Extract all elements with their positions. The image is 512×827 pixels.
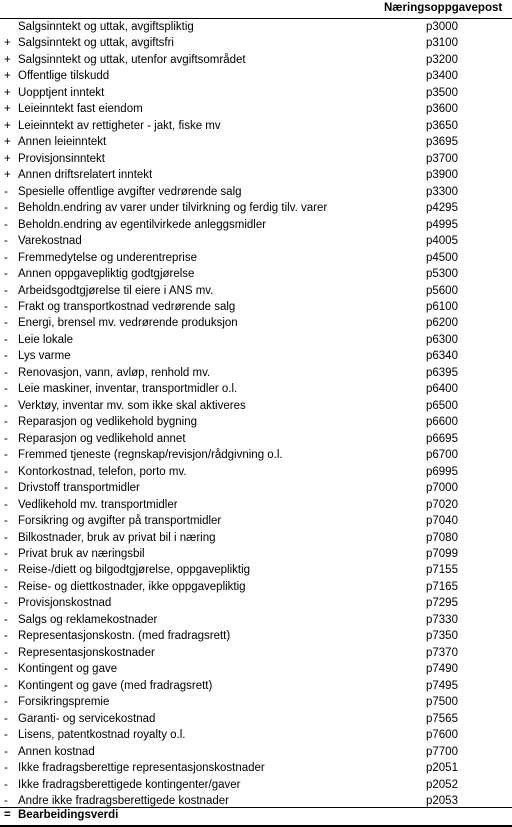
row-post-code: p7020 bbox=[426, 498, 458, 511]
table-row bbox=[0, 118, 512, 134]
row-post-code: p6100 bbox=[426, 300, 458, 313]
row-post-code: p3100 bbox=[426, 37, 458, 50]
row-label: Ikke fradragsberettigede kontingenter/gaver bbox=[18, 778, 241, 791]
row-post-code: p3650 bbox=[426, 119, 458, 132]
row-post-code: p4005 bbox=[426, 235, 458, 248]
table-row bbox=[0, 315, 512, 331]
row-label: Leieinntekt fast eiendom bbox=[18, 103, 143, 116]
table-row bbox=[0, 184, 512, 200]
table-row bbox=[0, 266, 512, 282]
row-sign: - bbox=[4, 185, 8, 198]
table-row bbox=[0, 134, 512, 150]
row-sign: + bbox=[4, 169, 11, 182]
row-label: Frakt og transportkostnad vedrørende salg bbox=[18, 300, 236, 313]
row-label: Spesielle offentlige avgifter vedrørende salg bbox=[18, 185, 242, 198]
row-sign: - bbox=[4, 548, 8, 560]
table-row bbox=[0, 200, 512, 216]
table-row bbox=[0, 414, 512, 430]
table-row bbox=[0, 546, 512, 562]
table-row bbox=[0, 661, 512, 677]
row-post-code: p7600 bbox=[426, 729, 458, 742]
row-sign: - bbox=[4, 449, 8, 462]
table-row bbox=[0, 332, 512, 348]
row-post-code: p7330 bbox=[426, 613, 458, 626]
row-post-code: p3200 bbox=[426, 53, 458, 66]
table-row bbox=[0, 381, 512, 397]
row-sign: - bbox=[4, 729, 8, 742]
table-header bbox=[0, 0, 512, 19]
row-post-code: p7000 bbox=[426, 482, 458, 495]
row-post-code: p5600 bbox=[426, 284, 458, 297]
row-sign: - bbox=[4, 416, 8, 429]
row-label: Garanti- og servicekostnad bbox=[18, 712, 156, 725]
row-sign: - bbox=[4, 679, 8, 692]
row-post-code: p3900 bbox=[426, 169, 458, 182]
table-row bbox=[0, 447, 512, 463]
row-sign: + bbox=[4, 136, 11, 149]
row-sign: - bbox=[4, 268, 8, 281]
table-row bbox=[0, 167, 512, 183]
row-label: Beholdn.endring av egentilvirkede anleggsmidler bbox=[18, 218, 267, 231]
row-post-code: p5300 bbox=[426, 268, 458, 281]
row-post-code: p6395 bbox=[426, 366, 458, 379]
row-label: Representasjonskostn. (med fradragsrett) bbox=[18, 630, 231, 643]
row-sign: + bbox=[4, 53, 11, 66]
table-row bbox=[0, 19, 512, 35]
table-row bbox=[0, 85, 512, 101]
row-post-code: p7500 bbox=[426, 696, 458, 709]
row-post-code: p7165 bbox=[426, 580, 458, 593]
row-label: Energi, brensel mv. vedrørende produksjon bbox=[18, 317, 238, 330]
row-post-code: p4295 bbox=[426, 202, 458, 215]
row-sign: - bbox=[4, 580, 8, 593]
row-label: Annen driftsrelatert inntekt bbox=[18, 169, 153, 182]
table-row bbox=[0, 513, 512, 529]
row-label: Privat bruk av næringsbil bbox=[18, 548, 145, 560]
row-label: Forsikring og avgifter på transportmidler bbox=[18, 515, 222, 528]
row-sign: - bbox=[4, 795, 8, 808]
table-row bbox=[0, 348, 512, 364]
table-row bbox=[0, 101, 512, 117]
row-post-code: p7700 bbox=[426, 745, 458, 758]
row-post-code: p4500 bbox=[426, 251, 458, 264]
row-sign: - bbox=[4, 300, 8, 313]
row-label: Reise- og diettkostnader, ikke oppgavepliktig bbox=[18, 580, 246, 593]
row-label: Kontingent og gave (med fradragsrett) bbox=[18, 679, 213, 692]
row-label: Uopptjent inntekt bbox=[18, 86, 105, 99]
row-post-code: p3500 bbox=[426, 86, 458, 99]
row-sign: + bbox=[4, 86, 11, 99]
row-label: Leie maskiner, inventar, transportmidler o.l. bbox=[18, 383, 238, 396]
table-row bbox=[0, 480, 512, 496]
row-post-code: p2052 bbox=[426, 778, 458, 791]
table-row bbox=[0, 497, 512, 513]
row-sign: - bbox=[4, 597, 8, 610]
table-row bbox=[0, 777, 512, 793]
row-label: Vedlikehold mv. transportmidler bbox=[18, 498, 178, 511]
row-post-code: p7155 bbox=[426, 564, 458, 577]
row-label: Ikke fradragsberettige representasjonskostnader bbox=[18, 762, 265, 775]
row-label: Renovasjon, vann, avløp, renhold mv. bbox=[18, 366, 211, 379]
row-sign: - bbox=[4, 531, 8, 544]
row-post-code: p6340 bbox=[426, 350, 458, 363]
table-row bbox=[0, 579, 512, 595]
row-label: Annen leieinntekt bbox=[18, 136, 107, 149]
table-row bbox=[0, 217, 512, 233]
row-sign: - bbox=[4, 383, 8, 396]
table-row bbox=[0, 694, 512, 710]
table-row bbox=[0, 530, 512, 546]
row-label: Leie lokale bbox=[18, 333, 73, 346]
row-label: Arbeidsgodtgjørelse til eiere i ANS mv. bbox=[18, 284, 214, 297]
row-sign: + bbox=[4, 103, 11, 116]
table-row bbox=[0, 744, 512, 760]
row-sign: - bbox=[4, 235, 8, 248]
row-label: Salgsinntekt og uttak, avgiftspliktig bbox=[18, 21, 194, 33]
row-sign: + bbox=[4, 37, 11, 50]
row-post-code: p7565 bbox=[426, 712, 458, 725]
row-label: Reparasjon og vedlikehold bygning bbox=[18, 416, 198, 429]
row-sign: + bbox=[4, 70, 11, 83]
row-post-code: p3695 bbox=[426, 136, 458, 149]
row-sign: - bbox=[4, 482, 8, 495]
table-row bbox=[0, 398, 512, 414]
row-post-code: p6500 bbox=[426, 399, 458, 412]
row-post-code: p3300 bbox=[426, 185, 458, 198]
row-post-code: p6200 bbox=[426, 317, 458, 330]
row-label: Bilkostnader, bruk av privat bil i næring bbox=[18, 531, 216, 544]
table-row bbox=[0, 645, 512, 661]
row-label: Salgs og reklamekostnader bbox=[18, 613, 158, 626]
row-post-code: p7040 bbox=[426, 515, 458, 528]
row-label: Reparasjon og vedlikehold annet bbox=[18, 432, 186, 445]
row-sign: - bbox=[4, 432, 8, 445]
post-column-header: Næringsoppgavepost bbox=[384, 2, 503, 14]
row-label: Leieinntekt av rettigheter - jakt, fiske mv bbox=[18, 119, 221, 132]
table-row bbox=[0, 283, 512, 299]
row-sign: - bbox=[4, 745, 8, 758]
row-post-code: p6995 bbox=[426, 465, 458, 478]
total-row bbox=[0, 807, 512, 827]
row-label: Annen kostnad bbox=[18, 745, 95, 758]
total-label: Bearbeidingsverdi bbox=[18, 809, 119, 821]
row-sign: - bbox=[4, 333, 8, 346]
row-post-code: p6600 bbox=[426, 416, 458, 429]
row-sign: - bbox=[4, 366, 8, 379]
table-row bbox=[0, 35, 512, 51]
row-post-code: p7080 bbox=[426, 531, 458, 544]
table-row bbox=[0, 299, 512, 315]
row-label: Fremmedytelse og underentreprise bbox=[18, 251, 197, 264]
row-sign: - bbox=[4, 778, 8, 791]
row-label: Annen oppgavepliktig godtgjørelse bbox=[18, 268, 195, 281]
row-label: Forsikringspremie bbox=[18, 696, 110, 709]
row-post-code: p7495 bbox=[426, 679, 458, 692]
row-post-code: p2051 bbox=[426, 762, 458, 775]
row-label: Lisens, patentkostnad royalty o.l. bbox=[18, 729, 186, 742]
row-post-code: p7370 bbox=[426, 646, 458, 659]
row-label: Salgsinntekt og uttak, utenfor avgiftsområdet bbox=[18, 53, 246, 66]
row-label: Salgsinntekt og uttak, avgiftsfri bbox=[18, 37, 174, 50]
table-row bbox=[0, 52, 512, 68]
row-post-code: p7099 bbox=[426, 548, 458, 560]
row-label: Varekostnad bbox=[18, 235, 82, 248]
table-row bbox=[0, 727, 512, 743]
row-post-code: p6700 bbox=[426, 449, 458, 462]
table-row bbox=[0, 365, 512, 381]
row-post-code: p3400 bbox=[426, 70, 458, 83]
row-label: Lys varme bbox=[18, 350, 71, 363]
row-sign: - bbox=[4, 762, 8, 775]
row-sign: - bbox=[4, 202, 8, 215]
row-sign: + bbox=[4, 152, 11, 165]
row-sign: - bbox=[4, 630, 8, 643]
table-row bbox=[0, 595, 512, 611]
row-label: Andre ikke fradragsberettigede kostnader bbox=[18, 795, 229, 808]
line-item-list bbox=[0, 19, 512, 810]
table-row bbox=[0, 760, 512, 776]
table-row bbox=[0, 711, 512, 727]
row-sign: - bbox=[4, 317, 8, 330]
row-label: Offentlige tilskudd bbox=[18, 70, 110, 83]
row-label: Fremmed tjeneste (regnskap/revisjon/rådgivning o.l. bbox=[18, 449, 283, 462]
row-sign: - bbox=[4, 613, 8, 626]
table-row bbox=[0, 678, 512, 694]
row-post-code: p6695 bbox=[426, 432, 458, 445]
table-row bbox=[0, 464, 512, 480]
table-row bbox=[0, 562, 512, 578]
row-post-code: p3700 bbox=[426, 152, 458, 165]
row-sign: - bbox=[4, 465, 8, 478]
table-row bbox=[0, 431, 512, 447]
row-label: Kontorkostnad, telefon, porto mv. bbox=[18, 465, 187, 478]
table-row bbox=[0, 250, 512, 266]
row-post-code: p6400 bbox=[426, 383, 458, 396]
row-label: Representasjonskostnader bbox=[18, 646, 155, 659]
row-sign: - bbox=[4, 498, 8, 511]
row-post-code: p3000 bbox=[426, 21, 458, 33]
row-sign: - bbox=[4, 251, 8, 264]
row-label: Reise-/diett og bilgodtgjørelse, oppgavepliktig bbox=[18, 564, 251, 577]
row-sign: + bbox=[4, 119, 11, 132]
row-sign: - bbox=[4, 663, 8, 676]
row-sign: - bbox=[4, 399, 8, 412]
row-post-code: p7350 bbox=[426, 630, 458, 643]
row-sign: - bbox=[4, 564, 8, 577]
row-sign: - bbox=[4, 218, 8, 231]
table-row bbox=[0, 151, 512, 167]
row-sign: - bbox=[4, 515, 8, 528]
row-label: Verktøy, inventar mv. som ikke skal aktiveres bbox=[18, 399, 246, 412]
table-row bbox=[0, 612, 512, 628]
table-row bbox=[0, 628, 512, 644]
row-sign: - bbox=[4, 646, 8, 659]
row-post-code: p3600 bbox=[426, 103, 458, 116]
row-post-code: p6300 bbox=[426, 333, 458, 346]
row-post-code: p7295 bbox=[426, 597, 458, 610]
row-label: Provisjonsinntekt bbox=[18, 152, 105, 165]
row-sign: - bbox=[4, 350, 8, 363]
row-sign: - bbox=[4, 284, 8, 297]
row-label: Beholdn.endring av varer under tilvirkning og ferdig tilv. varer bbox=[18, 202, 328, 215]
row-post-code: p4995 bbox=[426, 218, 458, 231]
row-label: Drivstoff transportmidler bbox=[18, 482, 140, 495]
row-label: Kontingent og gave bbox=[18, 663, 118, 676]
total-sign: = bbox=[4, 809, 11, 821]
row-sign: - bbox=[4, 696, 8, 709]
table-row bbox=[0, 68, 512, 84]
row-post-code: p7490 bbox=[426, 663, 458, 676]
row-post-code: p2053 bbox=[426, 795, 458, 808]
row-sign: - bbox=[4, 712, 8, 725]
row-label: Provisjonskostnad bbox=[18, 597, 112, 610]
table-row bbox=[0, 233, 512, 249]
